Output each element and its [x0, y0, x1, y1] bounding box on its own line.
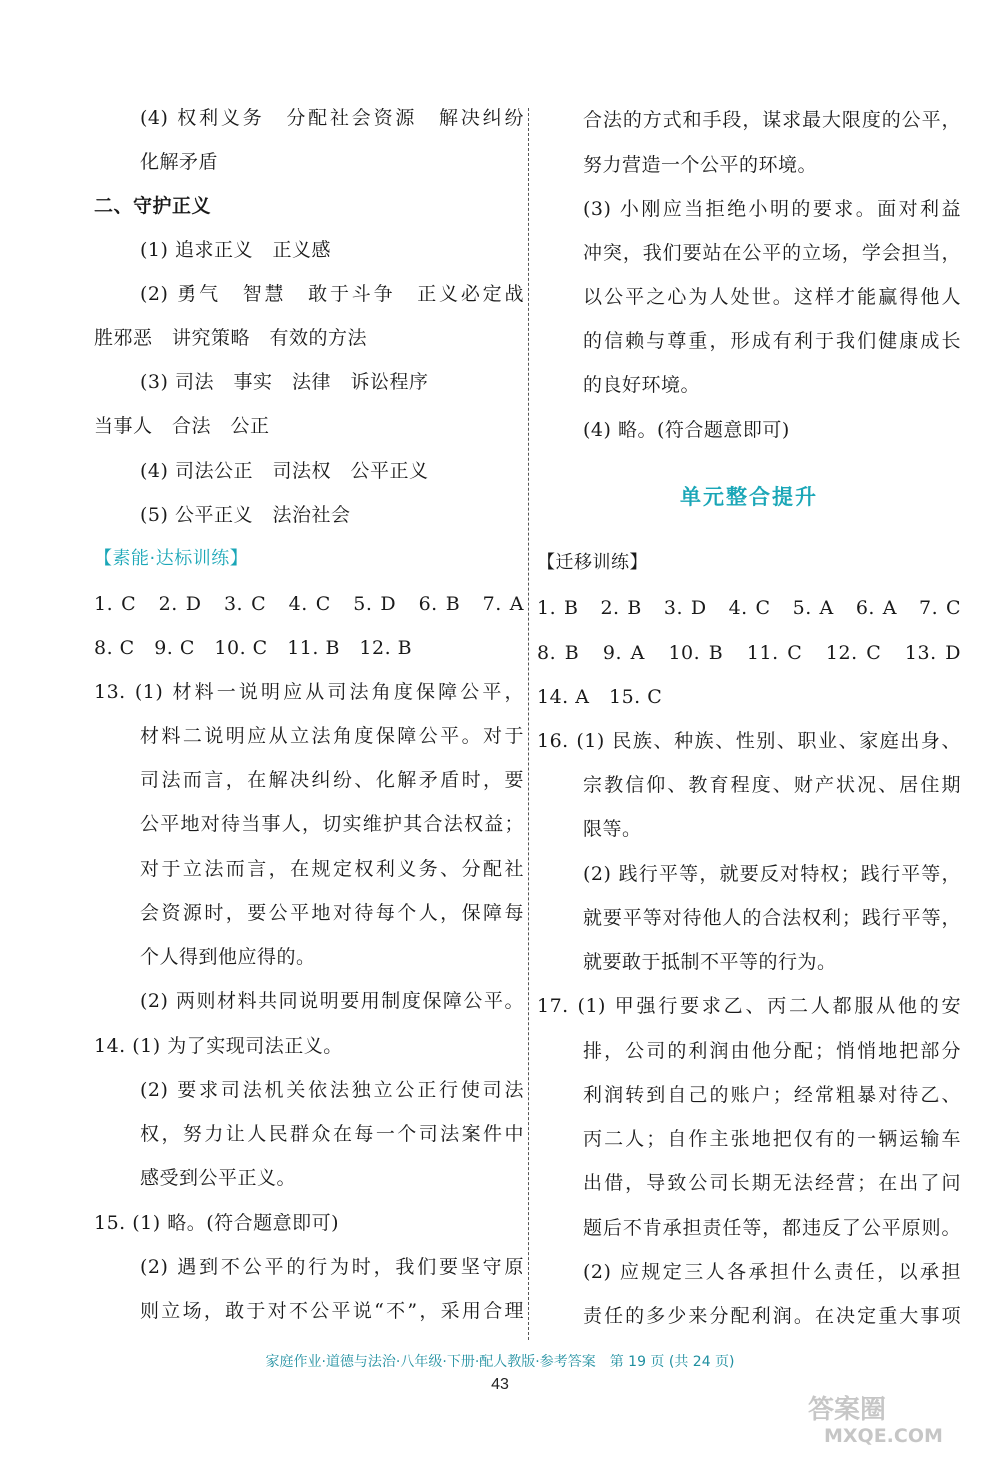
text-line: 个人得到他应得的。 [140, 946, 316, 968]
text-line: 17. (1) 甲强行要求乙、丙二人都服从他的安 [537, 995, 961, 1017]
text-line: (2) 勇气 智慧 敢于斗争 正义必定战 [140, 283, 524, 305]
text-line: (2) 要求司法机关依法独立公正行使司法 [140, 1079, 524, 1101]
answer-line: 14. A 15. C [537, 686, 663, 708]
text-line: 努力营造一个公平的环境。 [583, 154, 818, 176]
text-line: 胜邪恶 讲究策略 有效的方法 [94, 327, 368, 349]
text-line: 当事人 合法 公正 [94, 415, 270, 437]
text-line: (2) 践行平等，就要反对特权；践行平等， [583, 863, 961, 885]
text-line: 感受到公平正义。 [140, 1167, 297, 1189]
text-line: (2) 遇到不公平的行为时，我们要坚守原 [140, 1256, 524, 1278]
text-line: 15. (1) 略。(符合题意即可) [94, 1212, 340, 1234]
text-line: (5) 公平正义 法治社会 [140, 504, 351, 526]
text-line: 权，努力让人民群众在每一个司法案件中 [140, 1123, 524, 1145]
answer-line: 1. C 2. D 3. C 4. C 5. D 6. B 7. A [94, 593, 524, 615]
watermark-top: 答案圈 [808, 1395, 887, 1425]
text-line: 以公平之心为人处世。这样才能赢得他人 [583, 286, 961, 308]
text-line: 就要敢于抵制不平等的行为。 [583, 951, 837, 973]
text-line: (4) 司法公正 司法权 公平正义 [140, 460, 429, 482]
column-divider [528, 108, 529, 1340]
text-line: 司法而言，在解决纠纷、化解矛盾时，要 [140, 769, 524, 791]
watermark-logo [790, 1388, 965, 1448]
text-line: 公平地对待当事人，切实维护其合法权益； [140, 813, 524, 835]
text-line: 对于立法而言，在规定权利义务、分配社 [140, 858, 524, 880]
text-line: 14. (1) 为了实现司法正义。 [94, 1035, 343, 1057]
text-line: 化解矛盾 [140, 151, 219, 173]
text-line: 13. (1) 材料一说明应从司法角度保障公平， [94, 681, 524, 703]
text-line: 冲突，我们要站在公平的立场，学会担当， [583, 242, 961, 264]
text-line: (3) 司法 事实 法律 诉讼程序 [140, 371, 429, 393]
text-line: 题后不肯承担责任等，都违反了公平原则。 [583, 1217, 961, 1239]
page-footer: 家庭作业·道德与法治·八年级·下册·配人教版·参考答案 第 19 页 (共 24 页) [265, 1354, 735, 1370]
text-line: 会资源时，要公平地对待每个人，保障每 [140, 902, 524, 924]
text-line: 丙二人；自作主张地把仅有的一辆运输车 [583, 1128, 961, 1150]
text-line: 利润转到自己的账户；经常粗暴对待乙、 [583, 1084, 961, 1106]
exercise-tag: 【迁移训练】 [537, 552, 648, 573]
text-line: (4) 权利义务 分配社会资源 解决纠纷 [140, 107, 524, 129]
answer-line: 8. C 9. C 10. C 11. B 12. B [94, 637, 413, 659]
text-line: 宗教信仰、教育程度、财产状况、居住期 [583, 774, 961, 796]
text-line: 责任的多少来分配利润。在决定重大事项 [583, 1305, 961, 1327]
text-line: 材料二说明应从立法角度保障公平。对于 [140, 725, 524, 747]
section-heading: 二、守护正义 [94, 195, 212, 217]
answer-line: 8. B 9. A 10. B 11. C 12. C 13. D [537, 642, 961, 664]
text-line: (2) 应规定三人各承担什么责任，以承担 [583, 1261, 961, 1283]
text-line: 合法的方式和手段，谋求最大限度的公平， [583, 109, 961, 131]
page-number: 43 [491, 1376, 509, 1393]
text-line: (2) 两则材料共同说明要用制度保障公平。 [140, 990, 524, 1012]
answer-line: 1. B 2. B 3. D 4. C 5. A 6. A 7. C [537, 597, 961, 619]
text-line: 则立场，敢于对不公平说“不”，采用合理 [140, 1300, 524, 1322]
text-line: 的信赖与尊重，形成有利于我们健康成长 [583, 330, 961, 352]
text-line: 就要平等对待他人的合法权利；践行平等， [583, 907, 961, 929]
text-line: 限等。 [583, 818, 642, 840]
text-line: (4) 略。(符合题意即可) [583, 419, 790, 441]
text-line: 的良好环境。 [583, 374, 701, 396]
text-line: (3) 小刚应当拒绝小明的要求。面对利益 [583, 198, 961, 220]
text-line: 排，公司的利润由他分配；悄悄地把部分 [583, 1040, 961, 1062]
exercise-tag: 【素能·达标训练】 [94, 548, 249, 569]
text-line: (1) 追求正义 正义感 [140, 239, 331, 261]
text-line: 16. (1) 民族、种族、性别、职业、家庭出身、 [537, 730, 961, 752]
watermark-bottom: MXQE.COM [824, 1425, 943, 1447]
unit-title: 单元整合提升 [680, 485, 818, 509]
text-line: 出借，导致公司长期无法经营；在出了问 [583, 1172, 961, 1194]
